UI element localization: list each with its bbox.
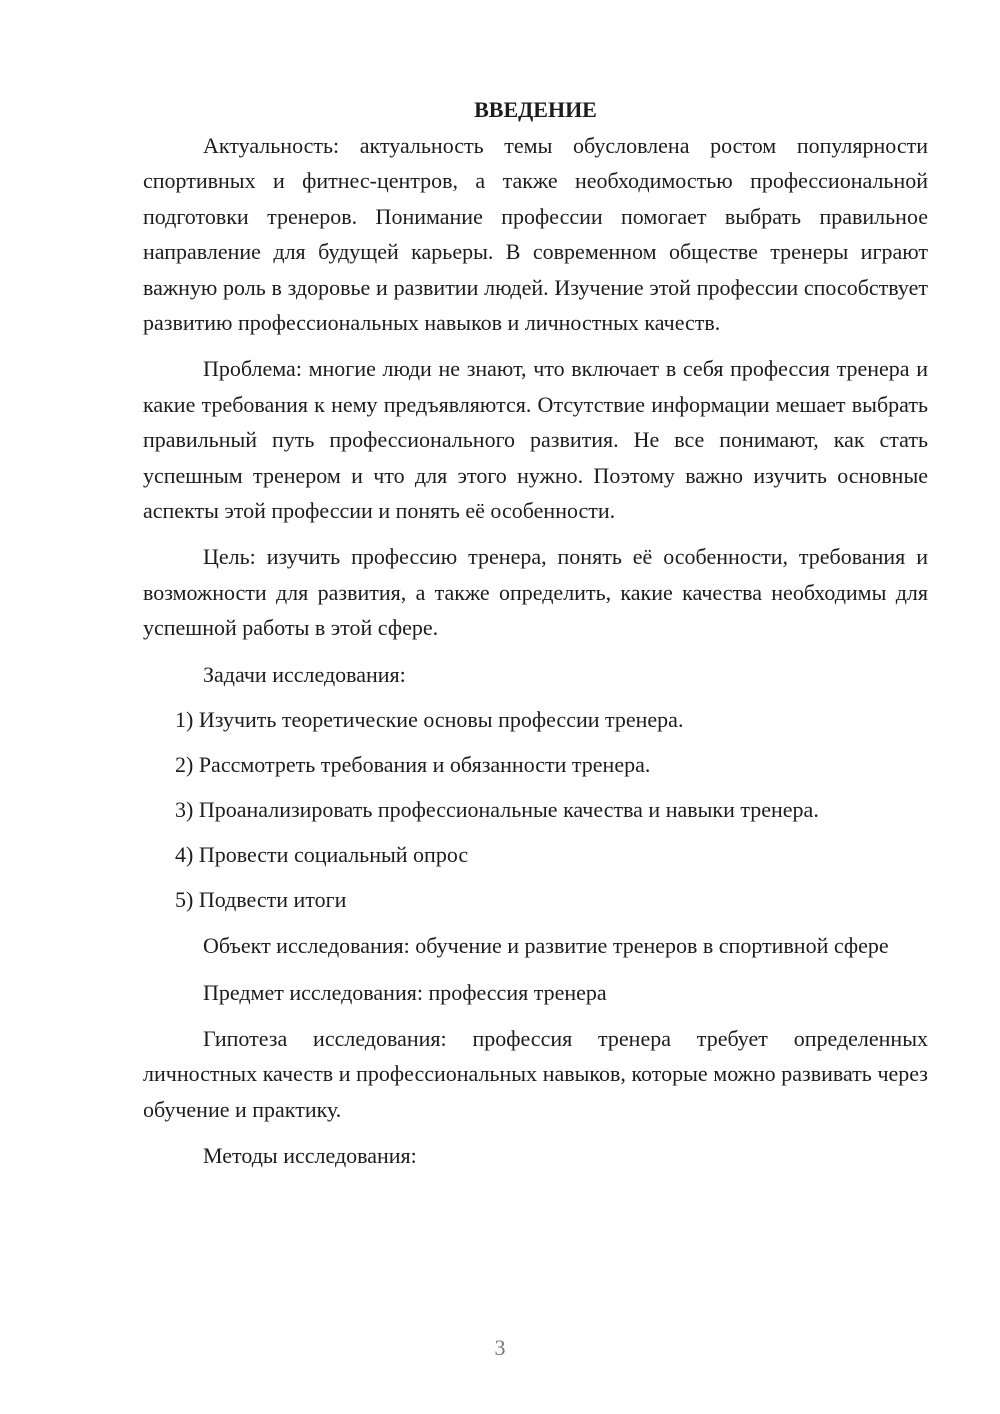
- list-item: 3) Проанализировать профессиональные качества и навыки тренера.: [175, 797, 819, 823]
- section-title: ВВЕДЕНИЕ: [474, 97, 597, 122]
- goal-paragraph: Цель: изучить профессию тренера, понять её особенности, требования и возможности для развития, а также определить, какие качества необходимы для успешной работы в этой сфере.: [143, 544, 928, 641]
- subject-paragraph: Предмет исследования: профессия тренера: [203, 979, 607, 1005]
- document-page: [143, 92, 928, 1174]
- relevance-paragraph: Актуальность: актуальность темы обусловлена ростом популярности спортивных и фитнес-центров, а также необходимостью профессиональной подготовки тренеров. Понимание профессии помогает выбрать правильное направление для будущей карьеры. В современном обществе тренеры играют важную роль в здоровье и развитии людей. Изучение этой профессии способствует развитию профессиональных навыков и личностных качеств.: [143, 133, 928, 336]
- list-item: 4) Провести социальный опрос: [175, 842, 469, 868]
- problem-paragraph: Проблема: многие люди не знают, что включает в себя профессия тренера и какие требования к нему предъявляются. Отсутствие информации мешает выбрать правильный путь профессионального развития. Не все понимают, как стать успешным тренером и что для этого нужно. Поэтому важно изучить основные аспекты этой профессии и понять её особенности.: [143, 356, 928, 524]
- page-number: 3: [494, 1335, 506, 1360]
- list-item: 5) Подвести итоги: [175, 887, 347, 913]
- methods-heading: Методы исследования:: [203, 1143, 417, 1169]
- object-paragraph: Объект исследования: обучение и развитие тренеров в спортивной сфере: [203, 933, 889, 959]
- hypothesis-paragraph: Гипотеза исследования: профессия тренера требует определенных личностных качеств и профессиональных навыков, которые можно развивать через обучение и практику.: [143, 1025, 928, 1122]
- list-item: 1) Изучить теоретические основы профессии тренера.: [175, 707, 684, 733]
- tasks-list: [143, 702, 928, 917]
- tasks-heading: Задачи исследования:: [203, 661, 406, 687]
- list-item: 2) Рассмотреть требования и обязанности тренера.: [175, 752, 651, 778]
